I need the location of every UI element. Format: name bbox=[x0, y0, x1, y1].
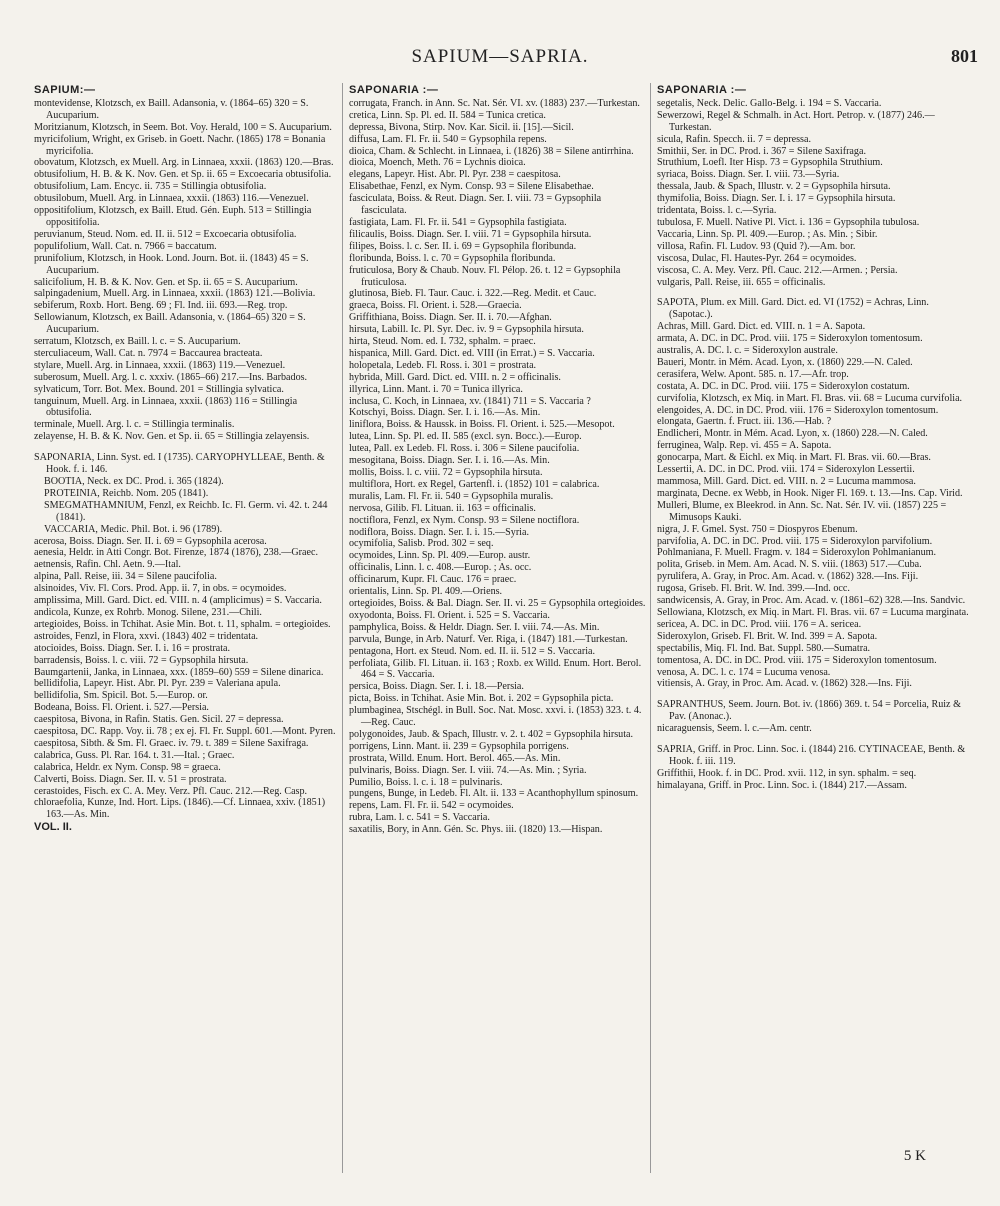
index-entry: himalayana, Griff. in Proc. Linn. Soc. i. (1844) 217.—Assam. bbox=[657, 779, 907, 791]
index-entry: artegioides, Boiss. in Tchihat. Asie Min. Bot. t. 11, sphalm. = ortegioides. bbox=[34, 618, 331, 630]
index-entry: Pohlmaniana, F. Muell. Fragm. v. 184 = Sideroxylon Pohlmanianum. bbox=[657, 547, 936, 559]
index-entry: obovatum, Klotzsch, ex Muell. Arg. in Linnaea, xxxii. (1863) 120.—Bras. bbox=[34, 157, 334, 169]
genus-heading-saponaria: SAPONARIA, Linn. Syst. ed. I (1735). CARYOPHYLLEAE, Benth. & Hook. f. i. 146. bbox=[34, 452, 325, 476]
index-entry: dioica, Moench, Meth. 76 = Lychnis dioica. bbox=[349, 157, 526, 169]
page-header bbox=[0, 42, 1000, 72]
index-entry: salpingadenium, Muell. Arg. in Linnaea, xxxii. (1863) 121.—Bolivia. bbox=[34, 288, 316, 300]
index-entry: sterculiaceum, Wall. Cat. n. 7974 = Baccaurea bracteata. bbox=[34, 347, 263, 359]
index-entry: alpina, Pall. Reise, iii. 34 = Silene paucifolia. bbox=[34, 571, 217, 583]
index-entry: rugosa, Griseb. Fl. Brit. W. Ind. 399.—Ind. occ. bbox=[657, 583, 850, 595]
index-entry: pyrulifera, A. Gray, in Proc. Am. Acad. v. (1862) 328.—Ins. Fiji. bbox=[657, 571, 919, 583]
index-entry: armata, A. DC. in DC. Prod. viii. 175 = Sideroxylon tomentosum. bbox=[657, 333, 923, 345]
column-2 bbox=[342, 83, 649, 1173]
genus-heading-sapria: SAPRIA, Griff. in Proc. Linn. Soc. i. (1844) 216. CYTINACEAE, Benth. & Hook. f. iii. 119. bbox=[657, 744, 966, 767]
index-entry: Sideroxylon, Griseb. Fl. Brit. W. Ind. 399 = A. Sapota. bbox=[657, 630, 878, 642]
index-entry: pungens, Bunge, in Ledeb. Fl. Alt. ii. 133 = Acanthophyllum spinosum. bbox=[349, 788, 639, 800]
index-entry: obtusifolium, H. B. & K. Nov. Gen. et Sp. ii. 65 = Excoecaria obtusifolia. bbox=[34, 169, 332, 181]
index-entry: elengoides, A. DC. in DC. Prod. viii. 176 = Sideroxylon tomentosum. bbox=[657, 404, 939, 416]
index-entry: Griffithii, Hook. f. in DC. Prod. xvii. 112, in syn. sphalm. = seq. bbox=[657, 767, 917, 779]
index-entry: villosa, Rafin. Fl. Ludov. 93 (Quid ?).—Am. bor. bbox=[657, 240, 856, 252]
index-entry: prostrata, Willd. Enum. Hort. Berol. 465.—As. Min. bbox=[349, 752, 561, 764]
index-entry: zelayense, H. B. & K. Nov. Gen. et Sp. ii. 65 = Stillingia zelayensis. bbox=[34, 431, 310, 443]
index-entry: tomentosa, A. DC. in DC. Prod. viii. 175 = Sideroxylon tomentosum. bbox=[657, 654, 937, 666]
index-entry: Bodeana, Boiss. Fl. Orient. i. 527.—Persia. bbox=[34, 702, 209, 714]
index-entry: myricifolium, Wright, ex Griseb. in Goett. Nachr. (1865) 178 = Bonania myricifolia. bbox=[34, 133, 326, 157]
index-entry: viscosa, C. A. Mey. Verz. Pfl. Cauc. 212.—Armen. ; Persia. bbox=[657, 264, 898, 276]
index-entry: calabrica, Heldr. ex Nym. Consp. 98 = graeca. bbox=[34, 761, 221, 773]
index-entry: populifolium, Wall. Cat. n. 7966 = baccatum. bbox=[34, 240, 217, 252]
index-entry: depressa, Bivona, Stirp. Nov. Kar. Sicil. ii. [15].—Sicil. bbox=[349, 121, 574, 133]
index-entry: Vaccaria, Linn. Sp. Pl. 409.—Europ. ; As. Min. ; Sibir. bbox=[657, 228, 878, 240]
index-entry: spectabilis, Miq. Fl. Ind. Bat. Suppl. 580.—Sumatra. bbox=[657, 642, 871, 654]
index-entry: muralis, Lam. Fl. Fr. ii. 540 = Gypsophila muralis. bbox=[349, 490, 554, 502]
index-entry: caespitosa, DC. Rapp. Voy. ii. 78 ; ex ej. Fl. Fr. Suppl. 601.—Mont. Pyren. bbox=[34, 726, 336, 738]
index-entry: hirsuta, Labill. Ic. Pl. Syr. Dec. iv. 9 = Gypsophila hirsuta. bbox=[349, 324, 584, 336]
index-entry: Kotschyi, Boiss. Diagn. Ser. I. i. 16.—As. Min. bbox=[349, 407, 541, 419]
entry-list bbox=[657, 723, 969, 735]
index-entry: Pumilio, Boiss. l. c. i. 18 = pulvinaris. bbox=[349, 776, 503, 788]
index-entry: salicifolium, H. B. & K. Nov. Gen. et Sp. ii. 65 = S. Aucuparium. bbox=[34, 276, 298, 288]
index-entry: elongata, Gaertn. f. Fruct. iii. 136.—Hab. ? bbox=[657, 416, 832, 428]
index-entry: noctiflora, Fenzl, ex Nym. Consp. 93 = Silene noctiflora. bbox=[349, 514, 580, 526]
index-entry: polygonoides, Jaub. & Spach, Illustr. v. 2. t. 402 = Gypsophila hirsuta. bbox=[349, 728, 633, 740]
index-entry: inclusa, C. Koch, in Linnaea, xv. (1841) 711 = S. Vaccaria ? bbox=[349, 395, 591, 407]
index-entry: suberosum, Muell. Arg. l. c. xxxiv. (1865–66) 217.—Ins. Barbados. bbox=[34, 371, 308, 383]
index-entry: obtusilobum, Muell. Arg. in Linnaea, xxxii. (1863) 116.—Venezuel. bbox=[34, 193, 309, 205]
index-entry: stylare, Muell. Arg. in Linnaea, xxxii. (1863) 119.—Venezuel. bbox=[34, 359, 286, 371]
index-entry: sebiferum, Roxb. Hort. Beng. 69 ; Fl. Ind. iii. 693.—Reg. trop. bbox=[34, 300, 288, 312]
page-number: 801 bbox=[951, 46, 978, 66]
index-entry: tubulosa, F. Muell. Native Pl. Vict. i. 136 = Gypsophila tubulosa. bbox=[657, 216, 920, 228]
index-entry: cerasifera, Welw. Apont. 585. n. 17.—Afr. trop. bbox=[657, 368, 849, 380]
index-entry: fasciculata, Boiss. & Reut. Diagn. Ser. I. viii. 73 = Gypsophila fasciculata. bbox=[349, 193, 602, 217]
index-entry: mammosa, Mill. Gard. Dict. ed. VIII. n. 2 = Lucuma mammosa. bbox=[657, 476, 916, 487]
index-entry: tridentata, Boiss. l. c.—Syria. bbox=[657, 205, 777, 217]
signature-mark: 5 K bbox=[903, 1148, 926, 1164]
index-entry: aenesia, Heldr. in Atti Congr. Bot. Firenze, 1874 (1876), 238.—Graec. bbox=[34, 547, 318, 559]
index-entry: repens, Lam. Fl. Fr. ii. 542 = ocymoides. bbox=[349, 800, 514, 812]
index-entry: diffusa, Lam. Fl. Fr. ii. 540 = Gypsophila repens. bbox=[349, 133, 547, 145]
index-entry: hirta, Steud. Nom. ed. I. 732, sphalm. = praec. bbox=[349, 336, 536, 348]
index-entry: viscosa, Dulac, Fl. Hautes-Pyr. 264 = ocymoides. bbox=[657, 252, 857, 264]
index-entry: SMEGMATHAMNIUM, Fenzl, ex Reichb. Ic. Fl. Germ. vi. 42. t. 244 (1841). bbox=[44, 499, 328, 523]
index-entry: segetalis, Neck. Delic. Gallo-Belg. i. 194 = S. Vaccaria. bbox=[657, 97, 882, 109]
index-entry: nigra, J. F. Gmel. Syst. 750 = Diospyros Ebenum. bbox=[657, 523, 858, 535]
index-entry: lutea, Pall. ex Ledeb. Fl. Ross. i. 306 = Silene paucifolia. bbox=[349, 443, 580, 455]
index-entry: Elisabethae, Fenzl, ex Nym. Consp. 93 = Silene Elisabethae. bbox=[349, 181, 594, 193]
genus-heading-sapranthus: SAPRANTHUS, Seem. Journ. Bot. iv. (1866) 369. t. 54 = Porcelia, Ruiz & Pav. (Anonac.). bbox=[657, 699, 961, 723]
index-entry: Baumgartenii, Janka, in Linnaea, xxx. (1859–60) 559 = Silene dinarica. bbox=[34, 666, 324, 678]
index-entry: BOOTIA, Neck. ex DC. Prod. i. 365 (1824). bbox=[44, 476, 224, 487]
index-entry: caespitosa, Sibth. & Sm. Fl. Graec. iv. 79. t. 389 = Silene Saxifraga. bbox=[34, 737, 309, 749]
index-entry: prunifolium, Klotzsch, in Hook. Lond. Journ. Bot. ii. (1843) 45 = S. Aucuparium. bbox=[34, 252, 309, 276]
index-entry: cretica, Linn. Sp. Pl. ed. II. 584 = Tunica cretica. bbox=[349, 109, 546, 121]
index-entry: plumbaginea, Stschégl. in Bull. Soc. Nat. Mosc. xxvi. i. (1853) 323. t. 4.—Reg. Cauc. bbox=[349, 705, 642, 729]
index-entry: officinarum, Kupr. Fl. Cauc. 176 = praec. bbox=[349, 574, 517, 586]
index-entry: fastigiata, Lam. Fl. Fr. ii. 541 = Gypsophila fastigiata. bbox=[349, 216, 567, 228]
index-entry: ocymifolia, Salisb. Prod. 302 = seq. bbox=[349, 538, 494, 550]
index-entry: vulgaris, Pall. Reise, iii. 655 = officinalis. bbox=[657, 276, 826, 288]
entry-list bbox=[34, 536, 342, 822]
index-entry: fruticulosa, Bory & Chaub. Nouv. Fl. Pélop. 26. t. 12 = Gypsophila fruticulosa. bbox=[349, 264, 621, 288]
column-1 bbox=[34, 83, 342, 1173]
index-entry: Baueri, Montr. in Mém. Acad. Lyon, x. (1860) 229.—N. Caled. bbox=[657, 356, 913, 368]
index-entry: tanguinum, Muell. Arg. in Linnaea, xxxii. (1863) 116 = Stillingia obtusifolia. bbox=[34, 395, 298, 419]
index-entry: hispanica, Mill. Gard. Dict. ed. VIII (in Errat.) = S. Vaccaria. bbox=[349, 347, 595, 359]
index-entry: Lessertii, A. DC. in DC. Prod. viii. 174 = Sideroxylon Lessertii. bbox=[657, 464, 915, 476]
index-entry: ocymoides, Linn. Sp. Pl. 409.—Europ. austr. bbox=[349, 550, 531, 562]
genus-heading-sapota: SAPOTA, Plum. ex Mill. Gard. Dict. ed. VI (1752) = Achras, Linn. (Sapotac.). bbox=[657, 297, 929, 321]
index-entry: sylvaticum, Torr. Bot. Mex. Bound. 201 = Stillingia sylvatica. bbox=[34, 383, 284, 395]
running-title: SAPIUM—SAPRIA. bbox=[411, 46, 589, 67]
index-entry: gonocarpa, Mart. & Eichl. ex Miq. in Mart. Fl. Bras. vii. 60.—Bras. bbox=[657, 452, 931, 464]
index-entry: sericea, A. DC. in DC. Prod. viii. 176 = A. sericea. bbox=[657, 618, 862, 630]
index-entry: dioica, Cham. & Schlecht. in Linnaea, i. (1826) 38 = Silene antirrhina. bbox=[349, 145, 634, 157]
index-entry: obtusifolium, Lam. Encyc. ii. 735 = Stillingia obtusifolia. bbox=[34, 181, 267, 193]
index-entry: Achras, Mill. Gard. Dict. ed. VIII. n. 1 = A. Sapota. bbox=[657, 321, 866, 333]
index-entry: parvula, Bunge, in Arb. Naturf. Ver. Riga, i. (1847) 181.—Turkestan. bbox=[349, 633, 628, 645]
index-entry: marginata, Decne. ex Webb, in Hook. Niger Fl. 169. t. 13.—Ins. Cap. Virid. bbox=[657, 487, 963, 499]
index-entry: montevidense, Klotzsch, ex Baill. Adansonia, v. (1864–65) 320 = S. Aucuparium. bbox=[34, 97, 309, 121]
index-entry: alsinoides, Viv. Fl. Cors. Prod. App. ii. 7, in obs. = ocymoides. bbox=[34, 583, 287, 595]
index-entry: mesogitana, Boiss. Diagn. Ser. I. i. 16.—As. Min. bbox=[349, 455, 550, 467]
index-entry: pamphylica, Boiss. & Heldr. Diagn. Ser. I. viii. 74.—As. Min. bbox=[349, 621, 600, 633]
index-entry: astroides, Fenzl, in Flora, xxvi. (1843) 402 = tridentata. bbox=[34, 630, 259, 642]
index-entry: officinalis, Linn. l. c. 408.—Europ. ; As. occ. bbox=[349, 562, 532, 574]
index-entry: rubra, Lam. l. c. 541 = S. Vaccaria. bbox=[349, 812, 490, 824]
index-entry: acerosa, Boiss. Diagn. Ser. II. i. 69 = Gypsophila acerosa. bbox=[34, 535, 267, 547]
index-entry: hybrida, Mill. Gard. Dict. ed. VIII. n. 2 = officinalis. bbox=[349, 371, 561, 383]
index-entry: barradensis, Boiss. l. c. viii. 72 = Gypsophila hirsuta. bbox=[34, 654, 249, 666]
index-entry: terminale, Muell. Arg. l. c. = Stillingia terminalis. bbox=[34, 419, 235, 431]
entry-list bbox=[34, 98, 342, 443]
index-entry: atocioides, Boiss. Diagn. Ser. I. i. 16 = prostrata. bbox=[34, 642, 231, 654]
index-entry: Sellowianum, Klotzsch, ex Baill. Adansonia, v. (1864–65) 320 = S. Aucuparium. bbox=[34, 312, 306, 336]
index-entry: polita, Griseb. in Mem. Am. Acad. N. S. viii. (1863) 517.—Cuba. bbox=[657, 559, 922, 571]
index-entry: cerastoides, Fisch. ex C. A. Mey. Verz. Pfl. Cauc. 212.—Reg. Casp. bbox=[34, 785, 308, 797]
index-entry: pentagona, Hort. ex Steud. Nom. ed. II. ii. 512 = S. Vaccaria. bbox=[349, 645, 596, 657]
index-entry: aetnensis, Rafin. Chl. Aetn. 9.—Ital. bbox=[34, 559, 181, 571]
index-entry: nervosa, Gilib. Fl. Lituan. ii. 163 = officinalis. bbox=[349, 502, 536, 514]
index-entry: Struthium, Loefl. Iter Hisp. 73 = Gypsophila Struthium. bbox=[657, 157, 883, 169]
index-entry: holopetala, Ledeb. Fl. Ross. i. 301 = prostrata. bbox=[349, 359, 537, 371]
index-entry: multiflora, Hort. ex Regel, Gartenfl. i. (1852) 101 = calabrica. bbox=[349, 478, 600, 490]
index-entry: Mulleri, Blume, ex Bleekrod. in Ann. Sc. Nat. Sér. IV. vii. (1857) 225 = Mimusops Kauki. bbox=[657, 499, 947, 523]
index-entry: peruvianum, Steud. Nom. ed. II. ii. 512 = Excoecaria obtusifolia. bbox=[34, 228, 297, 240]
genus-heading-sapium: SAPIUM:— bbox=[34, 84, 96, 96]
index-entry: persica, Boiss. Diagn. Ser. I. i. 18.—Persia. bbox=[349, 681, 524, 693]
index-entry: floribunda, Boiss. l. c. 70 = Gypsophila floribunda. bbox=[349, 252, 556, 264]
index-entry: sandwicensis, A. Gray, in Proc. Am. Acad. v. (1861–62) 328.—Ins. Sandvic. bbox=[657, 595, 966, 607]
index-entry: liniflora, Boiss. & Haussk. in Boiss. Fl. Orient. i. 525.—Mesopot. bbox=[349, 419, 615, 431]
index-entry: filipes, Boiss. l. c. Ser. II. i. 69 = Gypsophila floribunda. bbox=[349, 240, 577, 252]
index-entry: syriaca, Boiss. Diagn. Ser. I. viii. 73.—Syria. bbox=[657, 169, 840, 181]
index-entry: nicaraguensis, Seem. l. c.—Am. centr. bbox=[657, 723, 812, 735]
index-entry: corrugata, Franch. in Ann. Sc. Nat. Sér. VI. xv. (1883) 237.—Turkestan. bbox=[349, 97, 640, 109]
index-entry: bellidifolia, Sm. Spicil. Bot. 5.—Europ. or. bbox=[34, 690, 208, 702]
entry-list bbox=[349, 98, 649, 836]
index-entry: Moritzianum, Klotzsch, in Seem. Bot. Voy. Herald, 100 = S. Aucuparium. bbox=[34, 121, 332, 133]
index-entry: lutea, Linn. Sp. Pl. ed. II. 585 (excl. syn. Bocc.).—Europ. bbox=[349, 431, 582, 443]
index-entry: oppositifolium, Klotzsch, ex Baill. Etud. Gén. Euph. 513 = Stillingia oppositifolia. bbox=[34, 205, 312, 228]
index-entry: ferruginea, Walp. Rep. vi. 455 = A. Sapota. bbox=[657, 440, 832, 452]
index-entry: bellidifolia, Lapeyr. Hist. Abr. Pl. Pyr. 239 = Valeriana apula. bbox=[34, 678, 281, 690]
index-entry: calabrica, Guss. Pl. Rar. 164. t. 31.—Ital. ; Graec. bbox=[34, 749, 235, 761]
index-entry: PROTEINIA, Reichb. Nom. 205 (1841). bbox=[44, 487, 209, 499]
index-entry: serratum, Klotzsch, ex Baill. l. c. = S. Aucuparium. bbox=[34, 336, 241, 348]
entry-list bbox=[657, 768, 969, 792]
index-entry: andicola, Kunze, ex Rohrb. Monog. Silene, 231.—Chili. bbox=[34, 606, 262, 618]
index-entry: amplissima, Mill. Gard. Dict. ed. VIII. n. 4 (amplicimus) = S. Vaccaria. bbox=[34, 595, 322, 607]
index-entry: Smithii, Ser. in DC. Prod. i. 367 = Silene Saxifraga. bbox=[657, 145, 866, 157]
index-entry: Sellowiana, Klotzsch, ex Miq. in Mart. Fl. Bras. vii. 67 = Lucuma marginata. bbox=[657, 606, 969, 618]
index-entry: curvifolia, Klotzsch, ex Miq. in Mart. Fl. Bras. vii. 68 = Lucuma curvifolia. bbox=[657, 392, 963, 404]
index-entry: chloraefolia, Kunze, Ind. Hort. Lips. (1846).—Cf. Linnaea, xxiv. (1851) 163.—As. Min. bbox=[34, 797, 326, 821]
index-entry: australis, A. DC. l. c. = Sideroxylon australe. bbox=[657, 345, 838, 357]
index-entry: oxyodonta, Boiss. Fl. Orient. i. 525 = S. Vaccaria. bbox=[349, 609, 550, 621]
genus-heading-saponaria-cont: SAPONARIA :— bbox=[657, 84, 747, 96]
index-entry: porrigens, Linn. Mant. ii. 239 = Gypsophila porrigens. bbox=[349, 740, 569, 752]
column-3 bbox=[650, 83, 969, 1173]
index-entry: thessala, Jaub. & Spach, Illustr. v. 2 = Gypsophila hirsuta. bbox=[657, 181, 891, 193]
index-entry: venosa, A. DC. l. c. 174 = Lucuma venosa. bbox=[657, 666, 831, 678]
index-entry: Sewerzowi, Regel & Schmalh. in Act. Hort. Petrop. v. (1877) 246.—Turkestan. bbox=[657, 109, 935, 133]
index-entry: nodiflora, Boiss. Diagn. Ser. I. i. 15.—Syria. bbox=[349, 526, 529, 538]
index-entry: filicaulis, Boiss. Diagn. Ser. I. viii. 71 = Gypsophila hirsuta. bbox=[349, 228, 592, 240]
index-entry: Griffithiana, Boiss. Diagn. Ser. II. i. 70.—Afghan. bbox=[349, 312, 552, 324]
volume-footer: VOL. II. bbox=[34, 821, 72, 834]
entry-list bbox=[657, 321, 969, 690]
genus-heading-saponaria-cont: SAPONARIA :— bbox=[349, 84, 439, 96]
index-entry: picta, Boiss. in Tchihat. Asie Min. Bot. i. 202 = Gypsophila picta. bbox=[349, 693, 614, 705]
index-entry: vitiensis, A. Gray, in Proc. Am. Acad. v. (1862) 328.—Ins. Fiji. bbox=[657, 678, 912, 690]
index-entry: thymifolia, Boiss. Diagn. Ser. I. i. 17 = Gypsophila hirsuta. bbox=[657, 193, 896, 205]
index-entry: sicula, Rafin. Specch. ii. 7 = depressa. bbox=[657, 133, 811, 145]
synonym-list bbox=[34, 476, 342, 536]
index-entry: mollis, Boiss. l. c. viii. 72 = Gypsophila hirsuta. bbox=[349, 467, 543, 478]
index-entry: saxatilis, Bory, in Ann. Gén. Sc. Phys. iii. (1820) 13.—Hispan. bbox=[349, 824, 603, 836]
index-entry: costata, A. DC. in DC. Prod. viii. 175 = Sideroxylon costatum. bbox=[657, 380, 910, 392]
index-entry: Endlicheri, Montr. in Mém. Acad. Lyon, x. (1860) 228.—N. Caled. bbox=[657, 428, 928, 440]
index-entry: illyrica, Linn. Mant. i. 70 = Tunica illyrica. bbox=[349, 383, 523, 395]
index-entry: orientalis, Linn. Sp. Pl. 409.—Oriens. bbox=[349, 586, 503, 598]
index-entry: parvifolia, A. DC. in DC. Prod. viii. 175 = Sideroxylon parvifolium. bbox=[657, 535, 933, 547]
index-entry: elegans, Lapeyr. Hist. Abr. Pl. Pyr. 238 = caespitosa. bbox=[349, 169, 561, 181]
index-entry: graeca, Boiss. Fl. Orient. i. 528.—Graecia. bbox=[349, 300, 522, 312]
index-entry: ortegioides, Boiss. & Bal. Diagn. Ser. II. vi. 25 = Gypsophila ortegioides. bbox=[349, 597, 646, 609]
index-entry: pulvinaris, Boiss. Diagn. Ser. I. viii. 74.—As. Min. ; Syria. bbox=[349, 764, 587, 776]
index-entry: VACCARIA, Medic. Phil. Bot. i. 96 (1789). bbox=[44, 523, 223, 535]
index-entry: Calverti, Boiss. Diagn. Ser. II. v. 51 = prostrata. bbox=[34, 773, 227, 785]
entry-list bbox=[657, 98, 969, 289]
index-entry: perfoliata, Gilib. Fl. Lituan. ii. 163 ; Roxb. ex Willd. Enum. Hort. Berol. 464 = S. Vaccaria. bbox=[349, 657, 642, 681]
index-entry: glutinosa, Bieb. Fl. Taur. Cauc. i. 322.—Reg. Medit. et Cauc. bbox=[349, 288, 597, 300]
index-entry: caespitosa, Bivona, in Rafin. Statis. Gen. Sicil. 27 = depressa. bbox=[34, 714, 284, 726]
